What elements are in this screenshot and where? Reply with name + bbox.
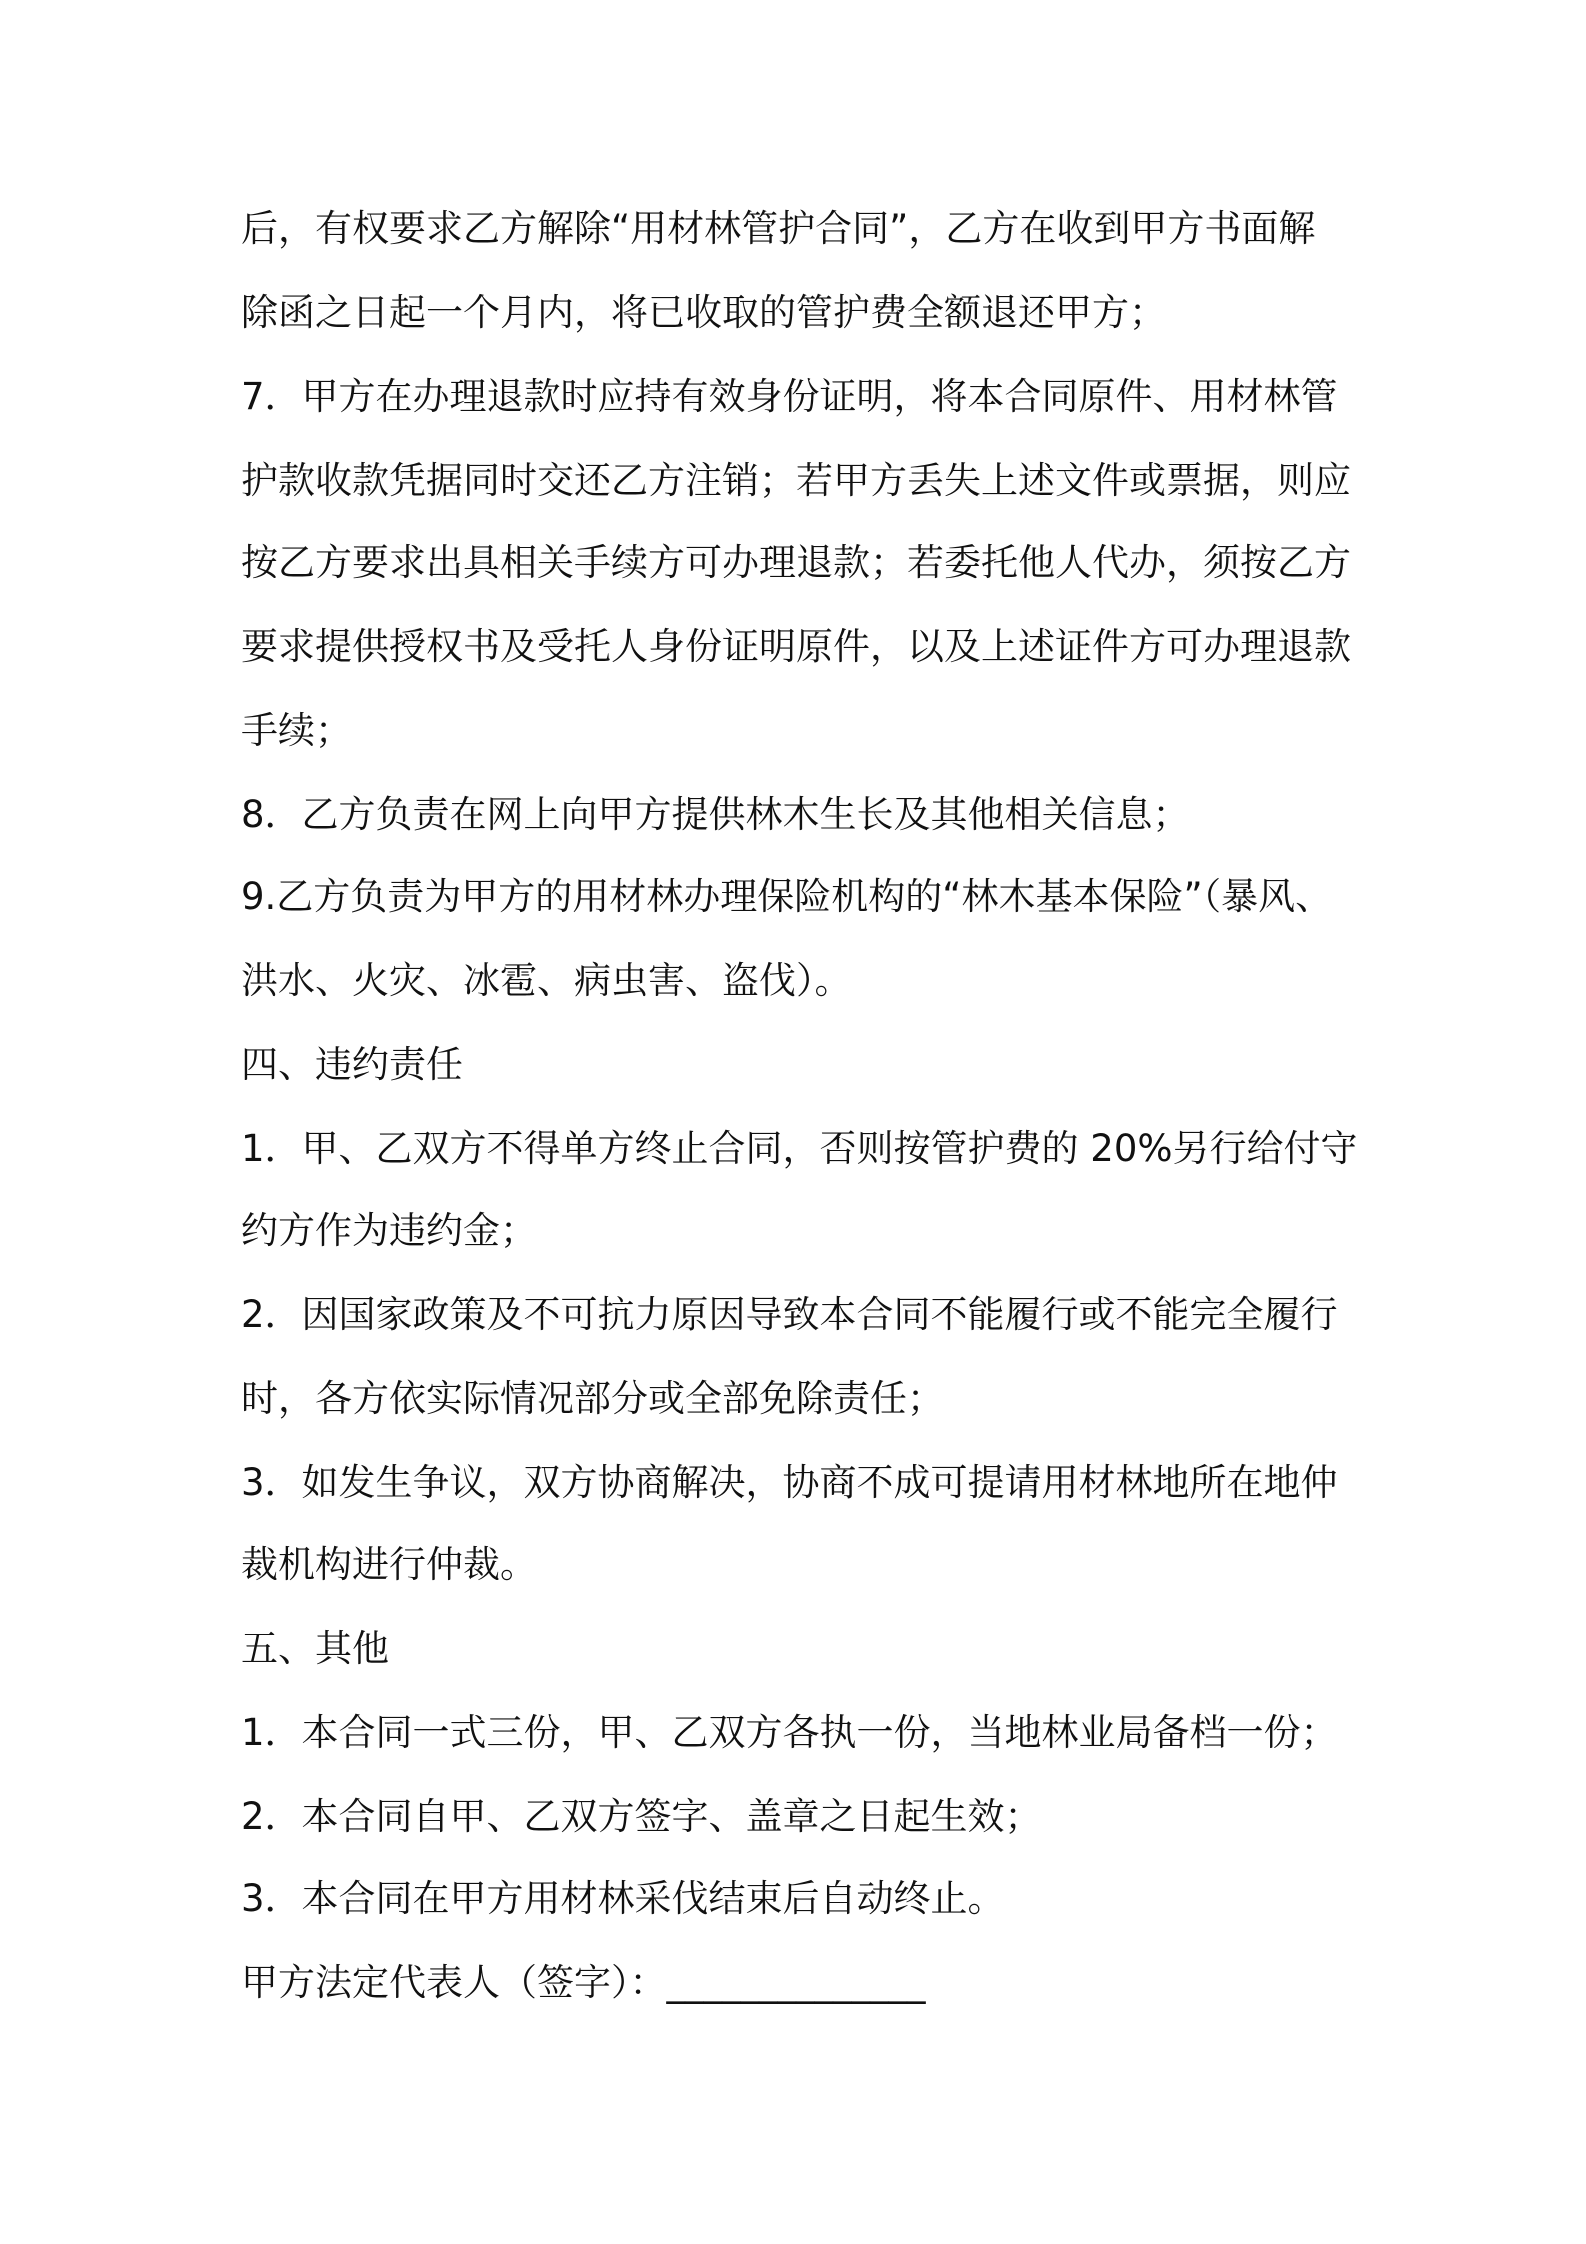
paragraph-line: 要求提供授权书及受托人身份证明原件，以及上述证件方可办理退款 xyxy=(241,625,1351,668)
paragraph-line: 后，有权要求乙方解除“用材林管护合同”，乙方在收到甲方书面解 xyxy=(241,207,1316,250)
clause-1: 1．本合同一式三份，甲、乙双方各执一份，当地林业局备档一份； xyxy=(241,1711,1338,1754)
paragraph-line: 约方作为违约金； xyxy=(241,1209,537,1252)
signature-line: 甲方法定代表人（签字）：______________ xyxy=(241,1961,926,2004)
paragraph-line: 除函之日起一个月内，将已收取的管护费全额退还甲方； xyxy=(241,291,1166,334)
section-heading: 五、其他 xyxy=(241,1627,389,1670)
paragraph-line: 裁机构进行仲裁。 xyxy=(241,1543,537,1586)
paragraph-line: 按乙方要求出具相关手续方可办理退款；若委托他人代办，须按乙方 xyxy=(241,541,1351,584)
clause-1: 1．甲、乙双方不得单方终止合同，否则按管护费的 20%另行给付守 xyxy=(241,1127,1358,1170)
section-heading: 四、违约责任 xyxy=(241,1043,463,1086)
clause-7: 7．甲方在办理退款时应持有效身份证明，将本合同原件、用材林管 xyxy=(241,375,1338,418)
clause-9: 9.乙方负责为甲方的用材林办理保险机构的“林木基本保险”（暴风、 xyxy=(241,875,1333,918)
clause-8: 8．乙方负责在网上向甲方提供林木生长及其他相关信息； xyxy=(241,793,1190,836)
paragraph-line: 时，各方依实际情况部分或全部免除责任； xyxy=(241,1377,944,1420)
clause-2: 2．本合同自甲、乙双方签字、盖章之日起生效； xyxy=(241,1795,1042,1838)
paragraph-line: 洪水、火灾、冰雹、病虫害、盗伐）。 xyxy=(241,959,852,1002)
clause-2: 2．因国家政策及不可抗力原因导致本合同不能履行或不能完全履行 xyxy=(241,1293,1338,1336)
paragraph-line: 护款收款凭据同时交还乙方注销；若甲方丢失上述文件或票据，则应 xyxy=(241,459,1351,502)
paragraph-line: 手续； xyxy=(241,709,352,752)
clause-3: 3．本合同在甲方用材林采伐结束后自动终止。 xyxy=(241,1877,1005,1920)
clause-3: 3．如发生争议，双方协商解决，协商不成可提请用材林地所在地仲 xyxy=(241,1461,1338,1504)
